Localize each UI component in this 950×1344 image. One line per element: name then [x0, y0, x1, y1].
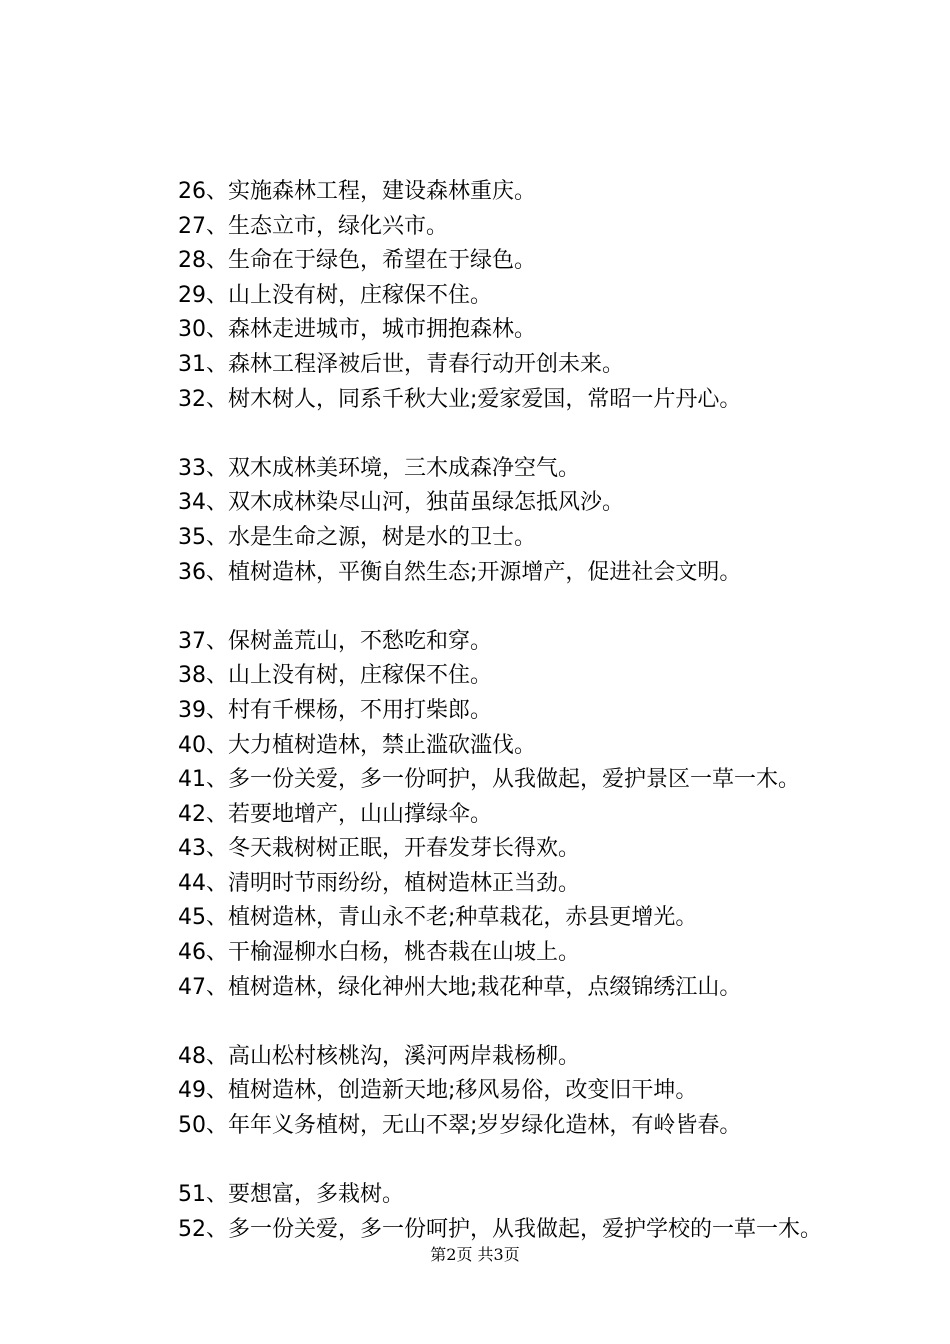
list-item: 52、多一份关爱，多一份呵护，从我做起，爱护学校的一草一木。: [178, 1216, 822, 1242]
list-item: 32、树木树人，同系千秋大业;爱家爱国，常昭一片丹心。: [178, 386, 742, 412]
list-item: 29、山上没有树，庄稼保不住。: [178, 282, 492, 308]
list-item: 31、森林工程泽被后世，青春行动开创未来。: [178, 351, 624, 377]
list-item: 28、生命在于绿色，希望在于绿色。: [178, 248, 536, 274]
list-item: 36、植树造林，平衡自然生态;开源增产，促进社会文明。: [178, 559, 742, 585]
list-item: 49、植树造林，创造新天地;移风易俗，改变旧干坤。: [178, 1078, 698, 1104]
list-item: 50、年年义务植树，无山不翠;岁岁绿化造林，有岭皆春。: [178, 1113, 742, 1139]
list-item: 33、双木成林美环境，三木成森净空气。: [178, 455, 580, 481]
list-item: 40、大力植树造林，禁止滥砍滥伐。: [178, 732, 536, 758]
list-item: 38、山上没有树，庄稼保不住。: [178, 663, 492, 689]
list-item: 35、水是生命之源，树是水的卫士。: [178, 524, 536, 550]
list-item: 43、冬天栽树树正眠，开春发芽长得欢。: [178, 836, 580, 862]
slogan-list: [128, 175, 828, 1247]
list-item: 45、植树造林，青山永不老;种草栽花，赤县更增光。: [178, 905, 698, 931]
list-item: 42、若要地增产，山山撑绿伞。: [178, 801, 492, 827]
page-footer: 第2页 共3页: [430, 1245, 520, 1264]
list-item: 44、清明时节雨纷纷，植树造林正当劲。: [178, 870, 580, 896]
list-item: 47、植树造林，绿化神州大地;栽花种草，点缀锦绣江山。: [178, 974, 742, 1000]
list-item: 37、保树盖荒山，不愁吃和穿。: [178, 628, 492, 654]
list-item: 26、实施森林工程，建设森林重庆。: [178, 179, 536, 204]
paragraph-gap: [128, 1144, 828, 1179]
list-item: 41、多一份关爱，多一份呵护，从我做起，爱护景区一草一木。: [178, 767, 800, 793]
list-item: 30、森林走进城市，城市拥抱森林。: [178, 317, 536, 343]
list-item: 39、村有千棵杨，不用打柴郎。: [178, 697, 492, 723]
list-item: 46、干榆湿柳水白杨，桃杏栽在山坡上。: [178, 940, 580, 966]
list-item: 34、双木成林染尽山河，独苗虽绿怎抵风沙。: [178, 490, 624, 516]
paragraph-gap: [128, 590, 828, 625]
list-item: 48、高山松村核桃沟，溪河两岸栽杨柳。: [178, 1043, 580, 1069]
list-item: 51、要想富，多栽树。: [178, 1182, 404, 1208]
paragraph-gap: [128, 417, 828, 452]
paragraph-gap: [128, 1005, 828, 1040]
list-item: 27、生态立市，绿化兴市。: [178, 213, 448, 239]
